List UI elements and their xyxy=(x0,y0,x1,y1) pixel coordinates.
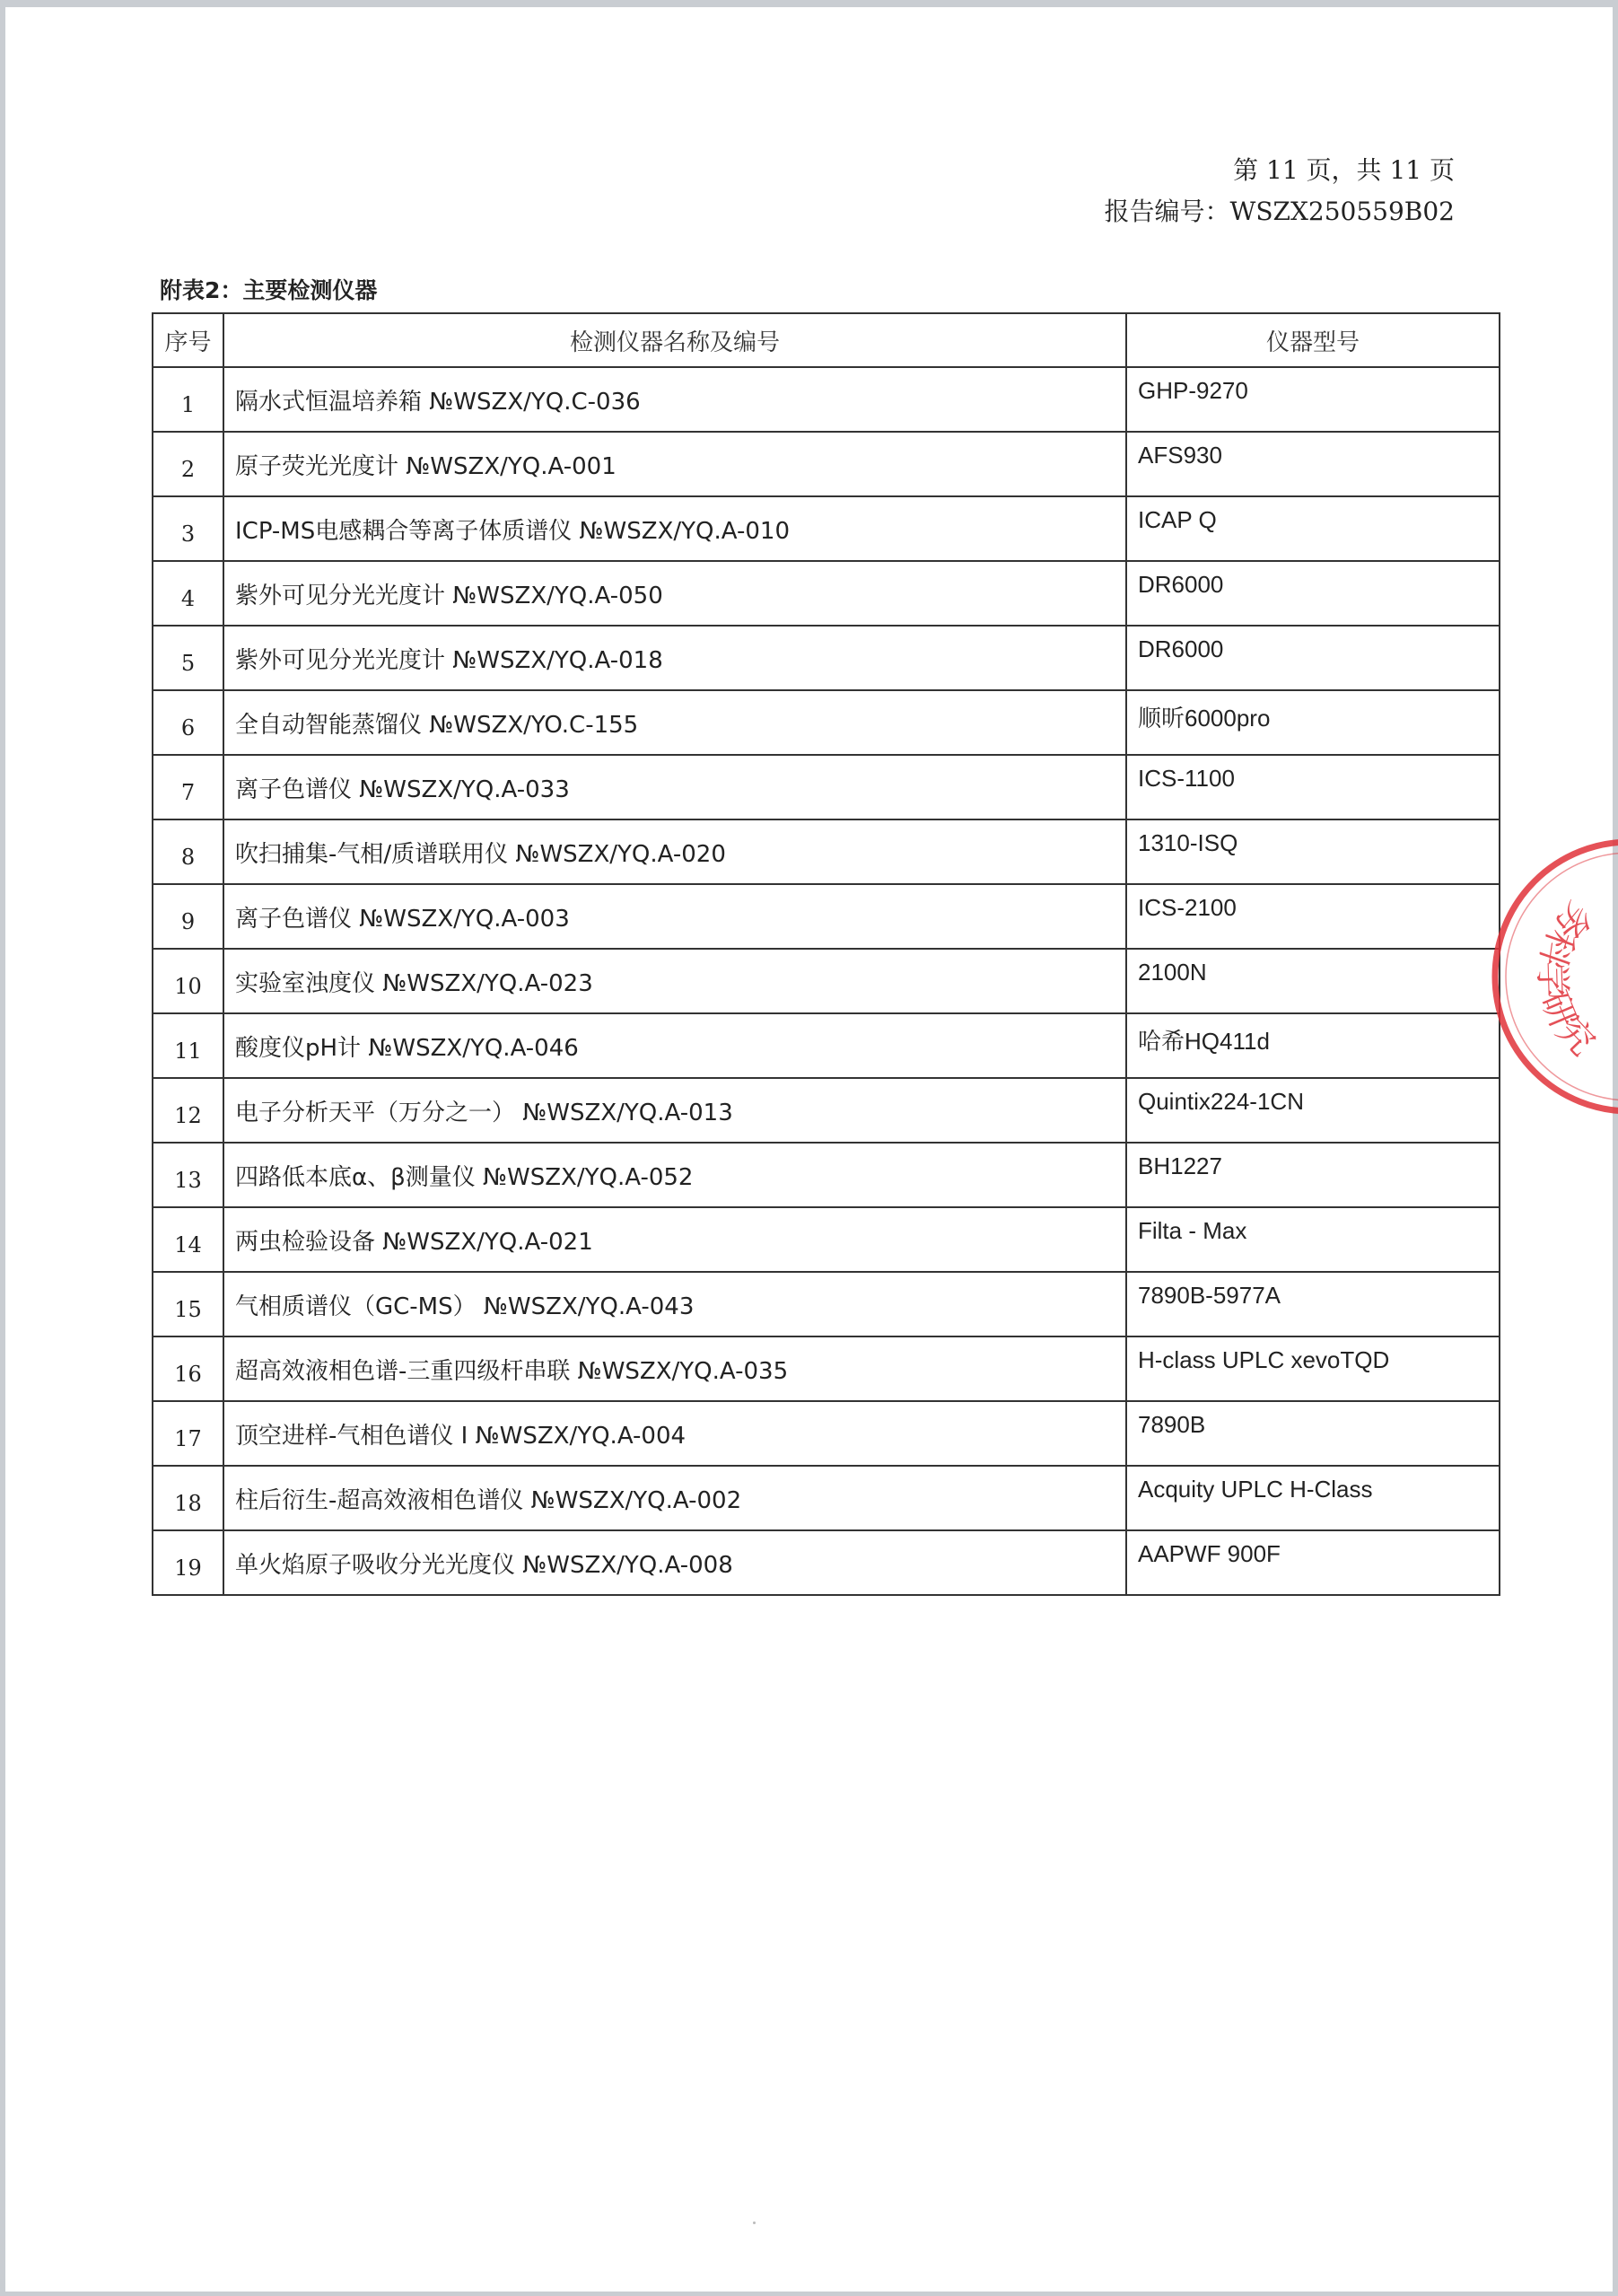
row-model: BH1227 xyxy=(1126,1143,1500,1207)
row-serial: 17 xyxy=(153,1401,223,1466)
table-row xyxy=(153,755,1500,819)
row-model: 1310-ISQ xyxy=(1126,819,1500,884)
row-serial: 8 xyxy=(153,819,223,884)
header-serial: 序号 xyxy=(153,313,223,367)
table-body xyxy=(153,367,1500,1595)
row-serial: 19 xyxy=(153,1530,223,1595)
row-serial: 2 xyxy=(153,432,223,496)
row-model: Acquity UPLC H-Class xyxy=(1126,1466,1500,1530)
row-serial: 16 xyxy=(153,1336,223,1401)
row-instrument-name: 超高效液相色谱-三重四级杆串联 №WSZX/YQ.A-035 xyxy=(223,1336,1126,1401)
table-row xyxy=(153,1272,1500,1336)
row-serial: 11 xyxy=(153,1013,223,1078)
seal-graphic xyxy=(1477,828,1618,1116)
row-instrument-name: 电子分析天平（万分之一） №WSZX/YQ.A-013 xyxy=(223,1078,1126,1143)
row-serial: 1 xyxy=(153,367,223,432)
row-serial: 3 xyxy=(153,496,223,561)
row-serial: 15 xyxy=(153,1272,223,1336)
row-instrument-name: ICP-MS电感耦合等离子体质谱仪 №WSZX/YQ.A-010 xyxy=(223,496,1126,561)
table-row xyxy=(153,819,1500,884)
row-instrument-name: 四路低本底α、β测量仪 №WSZX/YQ.A-052 xyxy=(223,1143,1126,1207)
table-row xyxy=(153,1143,1500,1207)
row-model: GHP-9270 xyxy=(1126,367,1500,432)
row-serial: 7 xyxy=(153,755,223,819)
row-model: AAPWF 900F xyxy=(1126,1530,1500,1595)
row-instrument-name: 全自动智能蒸馏仪 №WSZX/YO.C-155 xyxy=(223,690,1126,755)
table-row xyxy=(153,1401,1500,1466)
table-row xyxy=(153,626,1500,690)
row-serial: 12 xyxy=(153,1078,223,1143)
row-serial: 18 xyxy=(153,1466,223,1530)
row-instrument-name: 离子色谱仪 №WSZX/YQ.A-033 xyxy=(223,755,1126,819)
header-model: 仪器型号 xyxy=(1126,313,1500,367)
row-serial: 13 xyxy=(153,1143,223,1207)
row-model: Filta - Max xyxy=(1126,1207,1500,1272)
row-instrument-name: 柱后衍生-超高效液相色谱仪 №WSZX/YQ.A-002 xyxy=(223,1466,1126,1530)
row-model: ICAP Q xyxy=(1126,496,1500,561)
row-serial: 6 xyxy=(153,690,223,755)
row-instrument-name: 气相质谱仪（GC-MS） №WSZX/YQ.A-043 xyxy=(223,1272,1126,1336)
document-page xyxy=(5,7,1613,2292)
table-row xyxy=(153,884,1500,949)
table-row xyxy=(153,1207,1500,1272)
row-model: AFS930 xyxy=(1126,432,1500,496)
header-instrument-name: 检测仪器名称及编号 xyxy=(223,313,1126,367)
table-row xyxy=(153,432,1500,496)
table-row xyxy=(153,1078,1500,1143)
instrument-table xyxy=(152,312,1500,1596)
row-model: 2100N xyxy=(1126,949,1500,1013)
table-row xyxy=(153,1466,1500,1530)
row-model: DR6000 xyxy=(1126,626,1500,690)
table-row xyxy=(153,561,1500,626)
row-model: 7890B-5977A xyxy=(1126,1272,1500,1336)
table-row xyxy=(153,690,1500,755)
row-model: 哈希HQ411d xyxy=(1126,1013,1500,1078)
row-model: 7890B xyxy=(1126,1401,1500,1466)
table-row xyxy=(153,1013,1500,1078)
row-instrument-name: 两虫检验设备 №WSZX/YQ.A-021 xyxy=(223,1207,1126,1272)
row-serial: 10 xyxy=(153,949,223,1013)
table-header-row xyxy=(153,313,1500,367)
row-model: ICS-1100 xyxy=(1126,755,1500,819)
row-instrument-name: 紫外可见分光光度计 №WSZX/YQ.A-050 xyxy=(223,561,1126,626)
row-instrument-name: 离子色谱仪 №WSZX/YQ.A-003 xyxy=(223,884,1126,949)
scan-speck xyxy=(753,2222,756,2224)
table-row xyxy=(153,949,1500,1013)
row-model: ICS-2100 xyxy=(1126,884,1500,949)
row-instrument-name: 隔水式恒温培养箱 №WSZX/YQ.C-036 xyxy=(223,367,1126,432)
page-number: 第 11 页，共 11 页 xyxy=(1233,155,1455,185)
row-model: 顺昕6000pro xyxy=(1126,690,1500,755)
row-serial: 5 xyxy=(153,626,223,690)
table-row xyxy=(153,367,1500,432)
row-instrument-name: 酸度仪pH计 №WSZX/YQ.A-046 xyxy=(223,1013,1126,1078)
row-serial: 9 xyxy=(153,884,223,949)
row-instrument-name: 实验室浊度仪 №WSZX/YQ.A-023 xyxy=(223,949,1126,1013)
report-number: 报告编号：WSZX250559B02 xyxy=(1104,197,1455,226)
row-instrument-name: 吹扫捕集-气相/质谱联用仪 №WSZX/YQ.A-020 xyxy=(223,819,1126,884)
row-instrument-name: 顶空进样-气相色谱仪 I №WSZX/YQ.A-004 xyxy=(223,1401,1126,1466)
row-instrument-name: 单火焰原子吸收分光光度仪 №WSZX/YQ.A-008 xyxy=(223,1530,1126,1595)
row-model: H-class UPLC xevoTQD xyxy=(1126,1336,1500,1401)
table-row xyxy=(153,496,1500,561)
table-row xyxy=(153,1336,1500,1401)
row-model: DR6000 xyxy=(1126,561,1500,626)
row-model: Quintix224-1CN xyxy=(1126,1078,1500,1143)
table-row xyxy=(153,1530,1500,1595)
table-caption: 附表2：主要检测仪器 xyxy=(160,277,378,303)
row-instrument-name: 原子荧光光度计 №WSZX/YQ.A-001 xyxy=(223,432,1126,496)
row-serial: 14 xyxy=(153,1207,223,1272)
row-instrument-name: 紫外可见分光光度计 №WSZX/YQ.A-018 xyxy=(223,626,1126,690)
row-serial: 4 xyxy=(153,561,223,626)
red-seal-stamp xyxy=(1477,828,1618,1116)
seal-text: 务科学研究 xyxy=(1530,893,1604,1065)
